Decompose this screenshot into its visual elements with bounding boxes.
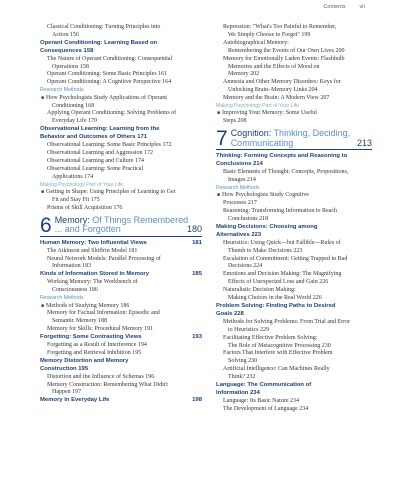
toc-entry-continuation: Semantic Memory 188 xyxy=(52,318,107,325)
section-heading: Construction 195 xyxy=(40,365,89,372)
toc-entry: Observational Learning and Aggression 172 xyxy=(47,150,153,156)
chapter-number: 6 xyxy=(40,213,52,237)
section-heading-text: Kinds of Information Stored in Memory xyxy=(40,271,149,278)
toc-entry-continuation: Consciousness 186 xyxy=(52,287,98,294)
toc-entry: Observational Learning and Culture 174 xyxy=(47,157,144,164)
chapter-title-part-a: Cognition: xyxy=(230,128,272,139)
chapter-title-part-b: Of Things Remembered xyxy=(92,214,189,225)
toc-entry: Prisms of Skill Acquisition 176 xyxy=(47,204,123,211)
toc-entry: Operant Conditioning: Some Basic Principles 161 xyxy=(47,71,168,78)
toc-entry: Reasoning: Transforming Information to Reach xyxy=(223,208,337,215)
feature-label: Research Methods xyxy=(216,184,260,191)
section-heading: Information 234 xyxy=(216,389,260,396)
section-heading xyxy=(40,397,202,405)
toc-entry-continuation: Action 156 xyxy=(52,31,79,38)
toc-entry: Memory for Emotionally Laden Events: Flashbulb xyxy=(223,55,345,62)
chapter-number: 7 xyxy=(216,127,228,151)
toc-entry: Amnesia and Other Memory Disorders: Keys for xyxy=(223,79,341,86)
page-number: vii xyxy=(359,4,365,10)
chapter-page: 213 xyxy=(356,137,372,148)
toc-entry-continuation: We Simply Choose to Forget" 199 xyxy=(228,31,311,38)
section-heading-text: Human Memory: Two Influential Views xyxy=(40,239,147,246)
feature-label: Research Methods xyxy=(40,87,84,94)
chapter-title-part-b: Thinking, Deciding, xyxy=(273,128,351,139)
toc-entry-continuation: Processes 217 xyxy=(223,200,257,207)
section-heading: Observational Learning: Learning from the xyxy=(40,126,160,133)
toc-entry: Escalation of Commitment: Getting Trapped in Bad xyxy=(223,255,348,262)
toc-entry: Language: Its Basic Nature 234 xyxy=(223,397,299,404)
section-heading: Conclusions 214 xyxy=(216,161,263,168)
toc-entry: Classical Conditioning: Turning Principles into xyxy=(47,24,161,30)
toc-entry-continuation: to Heuristics 229 xyxy=(228,326,269,333)
toc-entry-continuation: Conclusions 218 xyxy=(228,216,269,223)
section-heading: Making Decisions: Choosing among xyxy=(216,223,318,230)
toc-entry-continuation: Unlocking Brain–Memory Links 204 xyxy=(228,87,318,94)
feature-entry: ■ How Psychologists Study Cognitive xyxy=(216,192,372,200)
chapter-title-part-c: ... and Forgotten xyxy=(54,224,121,235)
section-page: 198 xyxy=(192,397,202,404)
section-page: 181 xyxy=(192,239,202,246)
section-heading: Memory Distortion and Memory xyxy=(40,357,129,364)
feature-label: Research Methods xyxy=(40,295,84,302)
toc-right-column xyxy=(216,24,372,414)
section-heading: Behavior and Outcomes of Others 171 xyxy=(40,134,148,141)
toc-left-column xyxy=(40,24,202,405)
section-heading-text: Memory in Everyday Life xyxy=(40,397,110,404)
feature-entry: ■ Getting in Shape: Using Principles of Learning to Get xyxy=(40,189,202,197)
running-head-title: Contents xyxy=(323,4,346,10)
chapter-7-heading xyxy=(216,129,372,150)
toc-entry-continuation: Conditioning 168 xyxy=(52,102,95,109)
toc-entry-continuation: Memory 202 xyxy=(228,71,260,78)
toc-entry: Autobiographical Memory: xyxy=(223,39,289,46)
toc-entry: Factors That Interfere with Effective Problem xyxy=(223,350,333,357)
chapter-title-part-c: Communicating xyxy=(230,137,294,148)
section-heading: Thinking: Forming Concepts and Reasoning to xyxy=(216,153,348,160)
feature-entry: ■ How Psychologists Study Applications of Operant xyxy=(40,95,202,103)
section-heading: Operant Conditioning: Learning Based on xyxy=(40,39,158,46)
toc-entry-continuation: Images 214 xyxy=(228,177,256,183)
section-page: 193 xyxy=(192,334,202,341)
toc-entry: Naturalistic Decision Making: xyxy=(223,287,296,294)
toc-entry: Artificial Intelligence: Can Machines Really xyxy=(223,366,330,373)
toc-entry-continuation: Everyday Life 170 xyxy=(52,118,97,125)
toc-entry-continuation: Thumb to Make Decisions 223 xyxy=(228,247,303,254)
toc-entry-continuation: Solving 230 xyxy=(228,358,258,365)
toc-entry-continuation: Fit and Stay Fit 175 xyxy=(52,196,100,203)
section-heading xyxy=(40,240,202,248)
section-heading-text: Forgetting: Some Contrasting Views xyxy=(40,334,142,341)
section-heading: Alternatives 223 xyxy=(216,231,262,238)
toc-entry: Applying Operant Conditioning: Solving Problems of xyxy=(47,110,177,117)
toc-entry: The Development of Language 234 xyxy=(223,405,309,412)
toc-entry-continuation: Steps 208 xyxy=(223,118,247,125)
feature-entry: ■ Improving Your Memory: Some Useful xyxy=(216,110,372,118)
toc-entry-continuation: Applications 174 xyxy=(52,173,94,180)
chapter-title-part-a: Memory: xyxy=(54,214,90,225)
toc-entry: Distortion and the Influence of Schemas 196 xyxy=(47,373,155,380)
toc-entry: Emotions and Decision Making: The Magnifying xyxy=(223,271,342,278)
toc-entry: Heuristics: Using Quick—but Fallible—Rules of xyxy=(223,239,341,246)
toc-entry-continuation: Decisions 224 xyxy=(228,263,263,270)
section-heading: Language: The Communication of xyxy=(216,382,312,389)
chapter-page: 180 xyxy=(186,224,202,235)
toc-entry: Working Memory: The Workbench of xyxy=(47,279,138,286)
section-heading: Problem Solving: Finding Paths to Desired xyxy=(216,303,336,309)
toc-entry: The Nature of Operant Conditioning: Consequential xyxy=(47,55,173,62)
toc-entry-continuation: Information 183 xyxy=(52,263,92,270)
section-heading xyxy=(40,334,202,342)
toc-entry-continuation: Remembering the Events of Our Own Lives 200 xyxy=(228,47,345,54)
running-head xyxy=(323,4,365,10)
toc-entry: Neural Network Models: Parallel Processing of xyxy=(47,255,161,262)
toc-entry: Forgetting as a Result of Interference 194 xyxy=(47,342,147,349)
section-heading: Consequences 158 xyxy=(40,47,94,54)
toc-entry: Basic Elements of Thought: Concepts, Propositions, xyxy=(223,169,349,176)
toc-entry-continuation: Think? 232 xyxy=(228,374,256,381)
feature-label: Making Psychology Part of Your Life xyxy=(40,181,124,188)
toc-entry-continuation: Happen 197 xyxy=(52,389,82,396)
section-heading: Goals 228 xyxy=(216,310,244,317)
toc-entry-continuation: Memories and the Effects of Mood on xyxy=(228,63,320,70)
toc-entry: Memory for Factual Information: Episodic and xyxy=(47,310,160,317)
toc-entry-continuation: Effects of Unexpected Loss and Gain 226 xyxy=(228,279,329,286)
feature-label: Making Psychology Part of Your Life xyxy=(216,103,300,110)
toc-entry: Memory Construction: Remembering What Didn't xyxy=(47,381,168,388)
toc-entry: Observational Learning: Some Basic Principles 172 xyxy=(47,142,172,149)
toc-entry: Forgetting and Retrieval Inhibition 195 xyxy=(47,349,142,356)
toc-entry-continuation: Making Choices in the Real World 226 xyxy=(228,295,322,302)
toc-entry-continuation: The Role of Metacognitive Processing 230 xyxy=(228,342,331,349)
toc-entry: Repression: "What's Too Painful to Remember, xyxy=(223,24,337,30)
toc-entry: Operant Conditioning: A Cognitive Perspective 164 xyxy=(47,79,172,86)
toc-entry: The Atkinson and Shiffrin Model 181 xyxy=(47,247,138,254)
toc-entry: Methods for Solving Problems: From Trial and Error xyxy=(223,318,351,325)
toc-entry: Observational Learning: Some Practical xyxy=(47,165,144,172)
toc-entry: Memory and the Brain: A Modern View 207 xyxy=(223,95,330,102)
section-page: 185 xyxy=(192,271,202,278)
feature-entry: ■ Methods of Studying Memory 186 xyxy=(40,303,202,311)
toc-entry-continuation: Operations 158 xyxy=(52,63,89,70)
chapter-6-heading xyxy=(40,213,202,237)
toc-entry: Facilitating Effective Problem Solving: xyxy=(223,334,318,341)
toc-entry: Memory for Skills: Procedural Memory 191 xyxy=(47,326,154,333)
